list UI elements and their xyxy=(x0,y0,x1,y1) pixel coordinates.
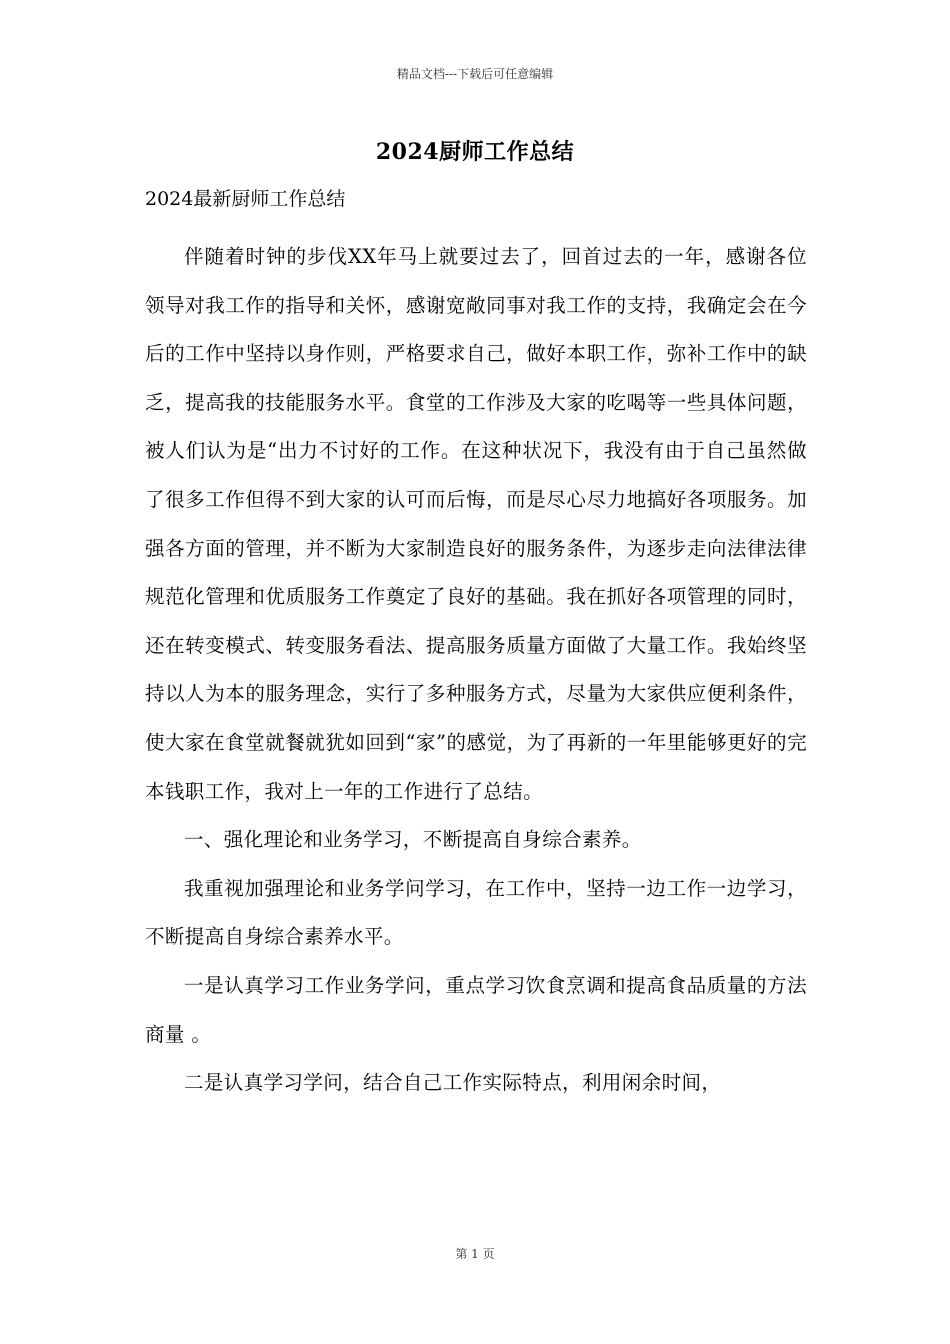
paragraph-point-1: 一是认真学习工作业务学问，重点学习饮食烹调和提高食品质量的方法商量 。 xyxy=(145,973,807,1046)
paragraph-point-2: 二是认真学习学问，结合自己工作实际特点，利用闲余时间， xyxy=(184,1071,722,1095)
document-title: 2024厨师工作总结 xyxy=(375,139,575,165)
page-header: 精品文档---下载后可任意编辑 xyxy=(396,67,554,81)
paragraph-study: 我重视加强理论和业务学问学习，在工作中，坚持一边工作一边学习，不断提高自身综合素养水平。 xyxy=(145,876,807,949)
document-body xyxy=(145,233,807,1108)
page-number: 第 1 页 xyxy=(455,1247,495,1261)
document-subtitle: 2024最新厨师工作总结 xyxy=(145,188,346,210)
paragraph-intro: 伴随着时钟的步伐XX年马上就要过去了，回首过去的一年，感谢各位领导对我工作的指导和关怀，感谢宽敞同事对我工作的支持，我确定会在今后的工作中坚持以身作则，严格要求自己，做好本职工作，弥补工作中的缺乏，提高我的技能服务水平。食堂的工作涉及大家的吃喝等一些具体问题，被人们认为是“出力不讨好的工作。在这种状况下，我没有由于自己虽然做了很多工作但得不到大家的认可而后悔，而是尽心尽力地搞好各项服务。加强各方面的管理，并不断为大家制造良好的服务条件，为逐步走向法律法律规范化管理和优质服务工作奠定了良好的基础。我在抓好各项管理的同时，还在转变模式、转变服务看法、提高服务质量方面做了大量工作。我始终坚持以人为本的服务理念，实行了多种服务方式，尽量为大家供应便利条件，使大家在食堂就餐就犹如回到“家”的感觉，为了再新的一年里能够更好的完本钱职工作，我对上一年的工作进行了总结。 xyxy=(145,245,807,803)
section-heading-1: 一、强化理论和业务学习，不断提高自身综合素养。 xyxy=(184,828,642,852)
